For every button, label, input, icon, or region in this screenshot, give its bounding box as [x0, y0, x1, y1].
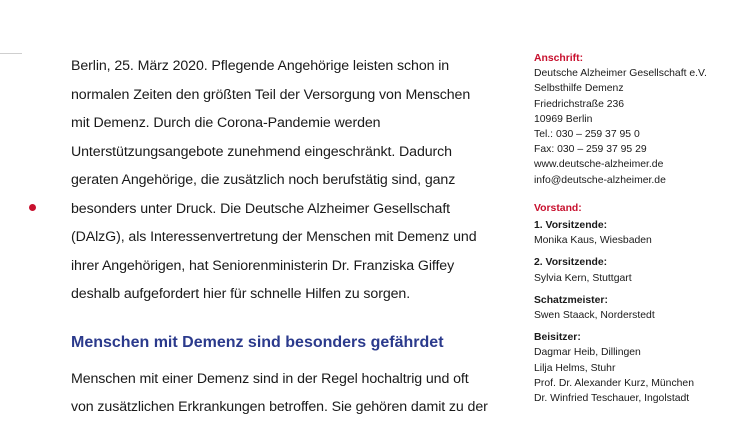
address-line: Selbsthilfe Demenz — [534, 83, 624, 95]
board-member: Lilja Helms, Stuhr — [534, 362, 616, 374]
board-member: Swen Staack, Norderstedt — [534, 310, 655, 322]
board-member: Dagmar Heib, Dillingen — [534, 347, 641, 359]
text-line: geraten Angehörige, die zusätzlich noch berufstätig sind, ganz — [71, 172, 456, 188]
board-member: Sylvia Kern, Stuttgart — [534, 272, 632, 284]
text-line: Menschen mit einer Demenz sind in der Regel hochaltrig und oft — [71, 370, 469, 387]
board-group — [534, 255, 744, 285]
board-member: Monika Kaus, Wiesbaden — [534, 235, 652, 247]
text-line: mit Demenz. Durch die Corona-Pandemie werden — [71, 115, 381, 131]
text-line: Berlin, 25. März 2020. Pflegende Angehörige leisten schon in — [71, 58, 450, 74]
address-line: Friedrichstraße 236 — [534, 98, 625, 110]
board-group — [534, 218, 744, 248]
text-line: besonders unter Druck. Die Deutsche Alzheimer Gesellschaft — [71, 200, 451, 217]
section-heading: Menschen mit Demenz sind besonders gefährdet — [71, 333, 444, 351]
intro-paragraph — [71, 52, 511, 309]
address-label: Anschrift: — [534, 53, 584, 64]
address-line: 10969 Berlin — [534, 113, 593, 125]
body-paragraph — [71, 365, 511, 422]
board-group — [534, 293, 744, 323]
board-block — [534, 201, 744, 406]
board-role: Beisitzer: — [534, 332, 581, 344]
email-line: info@deutsche-alzheimer.de — [534, 174, 666, 186]
sidebar — [534, 51, 744, 413]
text-line: von zusätzlichen Erkrankungen betroffen. Sie gehören damit zu der — [71, 399, 488, 415]
board-role: Schatzmeister: — [534, 294, 608, 306]
board-label: Vorstand: — [534, 202, 582, 214]
text-line: ihrer Angehörigen, hat Seniorenministerin Dr. Franziska Giffey — [71, 257, 455, 274]
text-line: normalen Zeiten den größten Teil der Versorgung von Menschen — [71, 86, 471, 103]
text-line: deshalb aufgefordert hier für schnelle Hilfen zu sorgen. — [71, 286, 411, 302]
header-rule — [0, 53, 22, 54]
phone-line: Tel.: 030 – 259 37 95 0 — [534, 129, 640, 141]
main-text — [71, 52, 511, 422]
board-member: Prof. Dr. Alexander Kurz, München — [534, 377, 694, 389]
board-group — [534, 330, 744, 406]
address-block — [534, 51, 744, 188]
board-role: 2. Vorsitzende: — [534, 257, 608, 269]
text-line: (DAlzG), als Interessenvertretung der Menschen mit Demenz und — [71, 229, 477, 245]
text-line: Unterstützungsangebote zunehmend eingeschränkt. Dadurch — [71, 143, 452, 160]
board-member: Dr. Winfried Teschauer, Ingolstadt — [534, 393, 690, 405]
address-line: Deutsche Alzheimer Gesellschaft e.V. — [534, 68, 707, 80]
board-role: 1. Vorsitzende: — [534, 220, 608, 232]
fax-line: Fax: 030 – 259 37 95 29 — [534, 144, 647, 156]
margin-marker-dot — [29, 204, 36, 211]
website-line: www.deutsche-alzheimer.de — [534, 159, 664, 171]
